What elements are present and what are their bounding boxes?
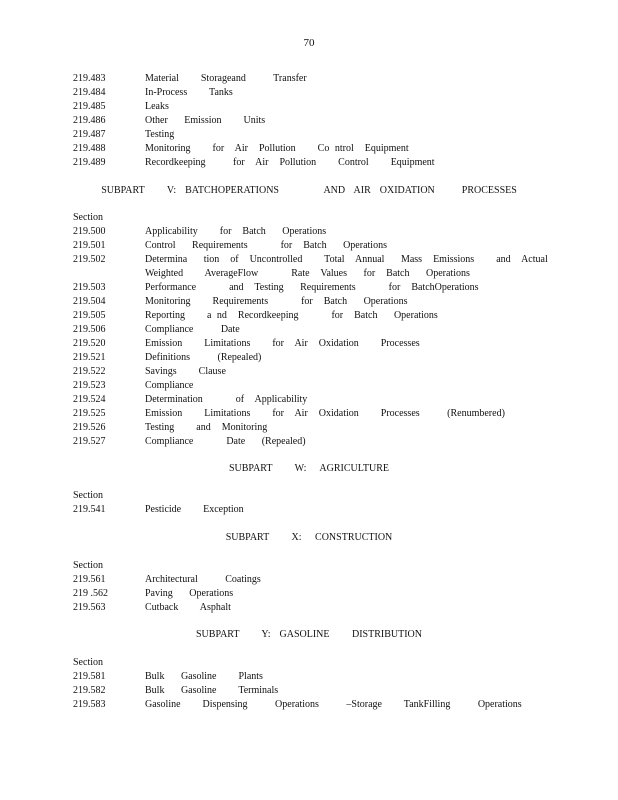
list-item: [73, 281, 553, 295]
subpart-x-heading: SUBPART X: CONSTRUCTION: [225, 532, 393, 543]
section-number: 219.581: [73, 671, 106, 682]
section-number: 219.488: [73, 143, 106, 154]
section-title: Bulk Gasoline Terminals: [145, 685, 279, 696]
section-title: Determina tion of Uncontrolled Total Annual Mass Emissions and Actual: [145, 254, 548, 265]
section-title: Cutback Asphalt: [145, 602, 231, 613]
subpart-y-section-list: [73, 656, 553, 712]
list-item: [73, 365, 553, 379]
section-title: Recordkeeping for Air Pollution Control Equipment: [145, 157, 435, 168]
section-number: 219.541: [73, 504, 106, 515]
section-number: 219.561: [73, 574, 106, 585]
section-number: 219.501: [73, 240, 106, 251]
list-item: [73, 239, 553, 253]
list-item: [73, 393, 553, 407]
section-title: Compliance: [145, 380, 194, 391]
list-item: [73, 601, 553, 615]
section-title: Architectural Coatings: [145, 574, 261, 585]
list-item: [73, 435, 553, 449]
section-number: 219.522: [73, 366, 106, 377]
list-item: [73, 670, 553, 684]
list-item: [73, 698, 553, 712]
section-title: Monitoring Requirements for Batch Operations: [145, 296, 408, 307]
section-number: 219.485: [73, 101, 106, 112]
section-title-continuation: Weighted AverageFlow Rate Values for Batch Operations: [145, 268, 470, 279]
section-number: 219.486: [73, 115, 106, 126]
subpart-y-heading: SUBPART Y: GASOLINE DISTRIBUTION: [195, 629, 423, 640]
subpart-v-heading: SUBPART V: BATCHOPERATIONS AND AIR OXIDATION PROCESSES: [101, 185, 517, 196]
list-item: [73, 225, 553, 239]
section-number: 219.506: [73, 324, 106, 335]
list-item: [73, 421, 553, 435]
list-item: [73, 156, 553, 170]
section-title: Determination of Applicability: [145, 394, 308, 405]
section-number: 219.524: [73, 394, 106, 405]
section-title: Savings Clause: [145, 366, 226, 377]
section-label: Section: [73, 560, 103, 571]
section-number: 219 .562: [73, 588, 108, 599]
section-title: Definitions (Repealed): [145, 352, 262, 363]
list-item: [73, 337, 553, 351]
section-title: Gasoline Dispensing Operations –Storage TankFilling Operations: [145, 699, 522, 710]
section-label: Section: [73, 212, 103, 223]
list-item: [73, 407, 553, 421]
section-number: 219.582: [73, 685, 106, 696]
list-item-continuation: [73, 267, 553, 281]
section-title: Paving Operations: [145, 588, 234, 599]
list-item: [73, 86, 553, 100]
page-number: 70: [303, 37, 315, 49]
list-item: [73, 379, 553, 393]
section-title: Material Storageand Transfer: [145, 73, 307, 84]
top-section-list: [73, 72, 553, 170]
section-number: 219.489: [73, 157, 106, 168]
section-number: 219.505: [73, 310, 106, 321]
section-number: 219.523: [73, 380, 106, 391]
list-item: [73, 323, 553, 337]
list-item: [73, 309, 553, 323]
list-item: [73, 587, 553, 601]
list-item: [73, 573, 553, 587]
list-item: [73, 351, 553, 365]
section-number: 219.583: [73, 699, 106, 710]
subpart-w-section-list: [73, 489, 553, 517]
section-number: 219.520: [73, 338, 106, 349]
section-title: Testing and Monitoring: [145, 422, 268, 433]
section-title: In-Process Tanks: [145, 87, 233, 98]
section-title: Bulk Gasoline Plants: [145, 671, 263, 682]
list-item: [73, 114, 553, 128]
subpart-x-section-list: [73, 559, 553, 615]
section-title: Control Requirements for Batch Operations: [145, 240, 387, 251]
section-number: 219.527: [73, 436, 106, 447]
section-number: 219.521: [73, 352, 106, 363]
section-number: 219.563: [73, 602, 106, 613]
section-number: 219.500: [73, 226, 106, 237]
section-number: 219.504: [73, 296, 106, 307]
list-item: [73, 100, 553, 114]
section-title: Emission Limitations for Air Oxidation Processes: [145, 338, 420, 349]
section-title: Performance and Testing Requirements for BatchOperations: [145, 282, 479, 293]
section-number: 219.484: [73, 87, 106, 98]
section-number: 219.526: [73, 422, 106, 433]
list-item: [73, 128, 553, 142]
section-number: 219.525: [73, 408, 106, 419]
section-title: Reporting a nd Recordkeeping for Batch Operations: [145, 310, 438, 321]
section-title: Applicability for Batch Operations: [145, 226, 327, 237]
section-title: Emission Limitations for Air Oxidation Processes (Renumbered): [145, 408, 505, 419]
section-title: Other Emission Units: [145, 115, 266, 126]
section-title: Testing: [145, 129, 175, 140]
list-item: [73, 684, 553, 698]
list-item: [73, 253, 553, 267]
list-item: [73, 142, 553, 156]
section-number: 219.483: [73, 73, 106, 84]
section-title: Leaks: [145, 101, 169, 112]
section-label: Section: [73, 657, 103, 668]
section-label: Section: [73, 490, 103, 501]
subpart-w-heading: SUBPART W: AGRICULTURE: [228, 463, 390, 474]
list-item: [73, 295, 553, 309]
list-item: [73, 503, 553, 517]
section-title: Pesticide Exception: [145, 504, 244, 515]
subpart-v-section-list: [73, 211, 553, 449]
section-number: 219.487: [73, 129, 106, 140]
section-title: Compliance Date (Repealed): [145, 436, 306, 447]
list-item: [73, 72, 553, 86]
section-number: 219.502: [73, 254, 106, 265]
section-title: Compliance Date: [145, 324, 240, 335]
section-title: Monitoring for Air Pollution Co ntrol Equipment: [145, 143, 409, 154]
section-number: 219.503: [73, 282, 106, 293]
